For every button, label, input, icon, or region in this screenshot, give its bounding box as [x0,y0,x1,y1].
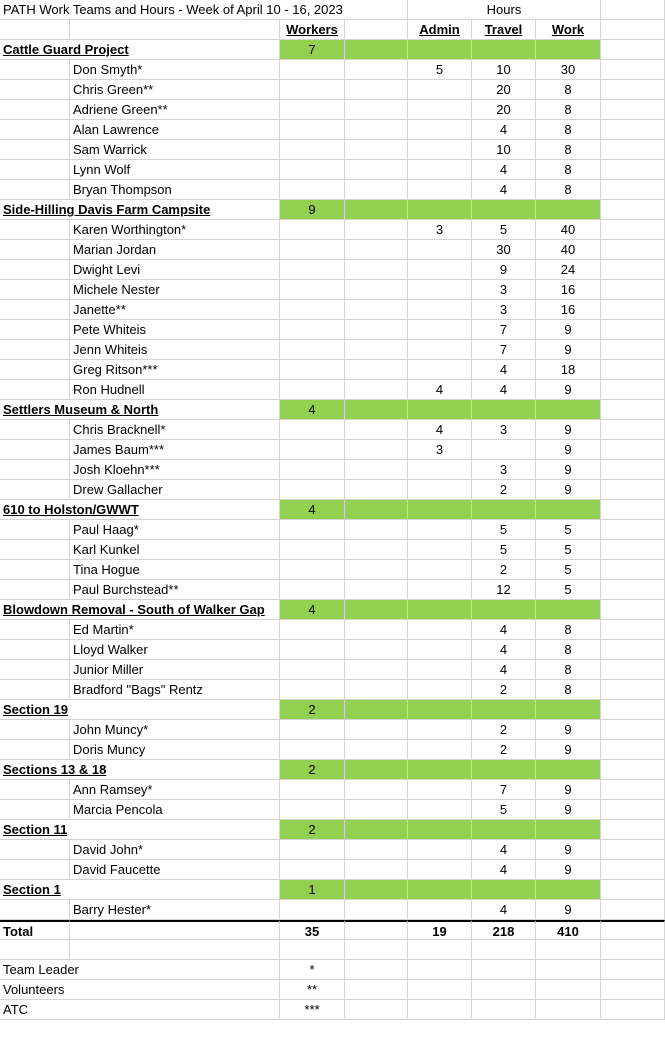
total-admin: 19 [408,920,472,940]
member-row [0,340,665,360]
team-band [345,200,408,220]
member-travel-hours: 5 [472,520,536,540]
member-travel-hours: 30 [472,240,536,260]
team-band [345,600,408,620]
member-work-hours: 9 [536,340,601,360]
team-band [408,700,472,720]
member-admin-hours [408,280,472,300]
member-row [0,280,665,300]
member-row [0,160,665,180]
member-name: David Faucette [70,860,280,880]
team-row [0,600,665,620]
workers-column-header: Workers [280,20,345,40]
member-row [0,720,665,740]
member-admin-hours: 4 [408,420,472,440]
member-travel-hours: 3 [472,280,536,300]
total-label: Total [0,920,70,940]
member-admin-hours [408,140,472,160]
team-row [0,880,665,900]
member-name: Jenn Whiteis [70,340,280,360]
member-row [0,100,665,120]
member-travel-hours: 2 [472,680,536,700]
member-admin-hours [408,340,472,360]
member-name: Paul Burchstead** [70,580,280,600]
member-admin-hours [408,720,472,740]
member-name: Michele Nester [70,280,280,300]
team-band [408,760,472,780]
member-admin-hours [408,740,472,760]
member-row [0,180,665,200]
team-band [408,200,472,220]
member-admin-hours [408,900,472,920]
member-row [0,800,665,820]
member-work-hours: 9 [536,420,601,440]
member-travel-hours: 10 [472,60,536,80]
member-name: Bradford "Bags" Rentz [70,680,280,700]
member-row [0,380,665,400]
team-worker-count: 7 [280,40,345,60]
member-work-hours: 9 [536,800,601,820]
team-row [0,500,665,520]
team-name: 610 to Holston/GWWT [3,502,139,517]
team-worker-count: 9 [280,200,345,220]
member-row [0,620,665,640]
team-band [345,880,408,900]
legend-symbol: ** [280,980,345,1000]
member-travel-hours: 4 [472,660,536,680]
team-band [408,880,472,900]
member-travel-hours: 3 [472,460,536,480]
member-row [0,260,665,280]
team-name: Blowdown Removal - South of Walker Gap [3,602,265,617]
team-band [536,820,601,840]
member-travel-hours: 4 [472,360,536,380]
team-band [536,760,601,780]
member-admin-hours [408,680,472,700]
member-work-hours: 9 [536,380,601,400]
member-name: Chris Bracknell* [70,420,280,440]
member-travel-hours: 9 [472,260,536,280]
team-band [472,400,536,420]
member-row [0,80,665,100]
member-travel-hours: 7 [472,780,536,800]
member-work-hours: 8 [536,660,601,680]
team-band [536,700,601,720]
team-name: Sections 13 & 18 [3,762,107,777]
team-row [0,700,665,720]
team-worker-count: 1 [280,880,345,900]
team-band [345,40,408,60]
member-admin-hours [408,780,472,800]
member-name: Lynn Wolf [70,160,280,180]
member-travel-hours: 5 [472,800,536,820]
team-worker-count: 2 [280,820,345,840]
member-admin-hours [408,520,472,540]
team-band [472,820,536,840]
member-name: Alan Lawrence [70,120,280,140]
member-admin-hours [408,480,472,500]
team-band [536,40,601,60]
team-band [408,500,472,520]
member-row [0,140,665,160]
member-work-hours: 8 [536,620,601,640]
member-row [0,60,665,80]
sheet-title: PATH Work Teams and Hours - Week of April 10 - 16, 2023 [3,2,343,17]
total-travel: 218 [472,920,536,940]
travel-column-header: Travel [472,20,536,40]
member-name: Junior Miller [70,660,280,680]
member-work-hours: 8 [536,120,601,140]
total-work: 410 [536,920,601,940]
team-band [472,880,536,900]
legend [0,960,665,1020]
team-band [472,600,536,620]
column-header-row [0,20,665,40]
total-row [0,920,665,940]
legend-row [0,960,665,980]
member-name: Ed Martin* [70,620,280,640]
team-name: Section 19 [3,702,69,717]
member-work-hours: 9 [536,440,601,460]
member-travel-hours: 4 [472,900,536,920]
member-travel-hours: 7 [472,320,536,340]
member-work-hours: 8 [536,80,601,100]
member-admin-hours [408,360,472,380]
member-work-hours: 9 [536,740,601,760]
member-work-hours: 18 [536,360,601,380]
member-work-hours: 30 [536,60,601,80]
member-travel-hours: 2 [472,560,536,580]
title-row [0,0,665,20]
member-name: Paul Haag* [70,520,280,540]
admin-column-header: Admin [408,20,472,40]
member-work-hours: 8 [536,180,601,200]
member-work-hours: 5 [536,560,601,580]
team-name: Side-Hilling Davis Farm Campsite [3,202,211,217]
member-admin-hours [408,180,472,200]
member-row [0,360,665,380]
legend-row [0,980,665,1000]
legend-label: Team Leader [3,962,79,977]
member-admin-hours: 3 [408,220,472,240]
team-band [345,700,408,720]
team-name: Settlers Museum & North [3,402,159,417]
member-admin-hours [408,160,472,180]
member-work-hours: 9 [536,320,601,340]
member-admin-hours [408,120,472,140]
member-work-hours: 5 [536,580,601,600]
member-name: Janette** [70,300,280,320]
member-row [0,480,665,500]
member-row [0,440,665,460]
team-rows [0,40,665,920]
member-travel-hours: 4 [472,640,536,660]
member-name: Sam Warrick [70,140,280,160]
member-travel-hours: 4 [472,860,536,880]
member-work-hours: 40 [536,240,601,260]
team-row [0,40,665,60]
member-row [0,420,665,440]
team-band [408,40,472,60]
team-band [536,200,601,220]
legend-symbol: * [280,960,345,980]
team-row [0,200,665,220]
member-row [0,660,665,680]
member-travel-hours: 4 [472,380,536,400]
member-row [0,460,665,480]
member-travel-hours: 7 [472,340,536,360]
team-band [536,880,601,900]
member-admin-hours [408,300,472,320]
team-band [536,500,601,520]
team-worker-count: 4 [280,500,345,520]
member-name: Marcia Pencola [70,800,280,820]
team-band [345,500,408,520]
member-row [0,220,665,240]
member-travel-hours [472,440,536,460]
member-name: Lloyd Walker [70,640,280,660]
member-work-hours: 9 [536,860,601,880]
member-admin-hours [408,580,472,600]
member-work-hours: 40 [536,220,601,240]
member-travel-hours: 4 [472,160,536,180]
team-band [472,760,536,780]
member-travel-hours: 20 [472,100,536,120]
member-work-hours: 8 [536,680,601,700]
member-name: John Muncy* [70,720,280,740]
member-travel-hours: 3 [472,420,536,440]
member-work-hours: 5 [536,520,601,540]
legend-row [0,1000,665,1020]
team-row [0,820,665,840]
member-travel-hours: 3 [472,300,536,320]
team-band [345,400,408,420]
team-worker-count: 4 [280,600,345,620]
member-work-hours: 8 [536,640,601,660]
team-band [408,600,472,620]
member-name: Barry Hester* [70,900,280,920]
member-row [0,580,665,600]
team-band [345,820,408,840]
team-row [0,760,665,780]
member-travel-hours: 5 [472,220,536,240]
team-band [536,600,601,620]
member-admin-hours [408,80,472,100]
member-name: James Baum*** [70,440,280,460]
team-band [472,700,536,720]
member-row [0,780,665,800]
member-admin-hours [408,460,472,480]
member-travel-hours: 4 [472,120,536,140]
member-travel-hours: 4 [472,620,536,640]
member-name: Adriene Green** [70,100,280,120]
member-travel-hours: 20 [472,80,536,100]
member-row [0,520,665,540]
member-work-hours: 9 [536,480,601,500]
member-admin-hours [408,640,472,660]
member-row [0,300,665,320]
member-name: Drew Gallacher [70,480,280,500]
member-name: Karl Kunkel [70,540,280,560]
member-name: Tina Hogue [70,560,280,580]
team-band [472,40,536,60]
member-admin-hours [408,320,472,340]
team-name: Cattle Guard Project [3,42,129,57]
member-row [0,900,665,920]
member-admin-hours [408,540,472,560]
member-work-hours: 9 [536,780,601,800]
team-band [536,400,601,420]
member-travel-hours: 2 [472,480,536,500]
team-name: Section 11 [3,822,68,837]
member-work-hours: 16 [536,280,601,300]
member-admin-hours [408,100,472,120]
team-band [472,500,536,520]
blank-row [0,940,665,960]
member-row [0,540,665,560]
member-travel-hours: 4 [472,180,536,200]
member-work-hours: 9 [536,460,601,480]
member-travel-hours: 12 [472,580,536,600]
member-name: Marian Jordan [70,240,280,260]
team-worker-count: 2 [280,760,345,780]
member-work-hours: 5 [536,540,601,560]
member-name: Josh Kloehn*** [70,460,280,480]
member-name: Greg Ritson*** [70,360,280,380]
member-name: Karen Worthington* [70,220,280,240]
work-column-header: Work [536,20,601,40]
member-name: Doris Muncy [70,740,280,760]
member-admin-hours: 4 [408,380,472,400]
member-admin-hours [408,860,472,880]
team-row [0,400,665,420]
team-worker-count: 2 [280,700,345,720]
member-admin-hours [408,560,472,580]
team-name: Section 1 [3,882,61,897]
member-work-hours: 9 [536,840,601,860]
legend-label: Volunteers [3,982,65,997]
member-row [0,120,665,140]
team-band [408,820,472,840]
member-travel-hours: 2 [472,740,536,760]
member-travel-hours: 10 [472,140,536,160]
member-work-hours: 9 [536,720,601,740]
member-admin-hours: 5 [408,60,472,80]
team-band [472,200,536,220]
team-band [345,760,408,780]
member-admin-hours [408,620,472,640]
member-admin-hours [408,260,472,280]
member-work-hours: 9 [536,900,601,920]
member-travel-hours: 5 [472,540,536,560]
member-work-hours: 16 [536,300,601,320]
member-admin-hours [408,800,472,820]
legend-symbol: *** [280,1000,345,1020]
member-work-hours: 8 [536,160,601,180]
team-worker-count: 4 [280,400,345,420]
member-row [0,560,665,580]
member-name: Chris Green** [70,80,280,100]
team-band [408,400,472,420]
member-row [0,320,665,340]
member-row [0,860,665,880]
total-workers: 35 [280,920,345,940]
member-row [0,240,665,260]
member-name: Pete Whiteis [70,320,280,340]
member-admin-hours [408,240,472,260]
member-admin-hours [408,660,472,680]
member-name: Bryan Thompson [70,180,280,200]
member-work-hours: 24 [536,260,601,280]
member-work-hours: 8 [536,140,601,160]
hours-group-header: Hours [486,2,522,17]
member-admin-hours: 3 [408,440,472,460]
member-name: David John* [70,840,280,860]
member-work-hours: 8 [536,100,601,120]
member-row [0,840,665,860]
member-travel-hours: 2 [472,720,536,740]
legend-label: ATC [3,1002,29,1017]
member-row [0,640,665,660]
member-admin-hours [408,840,472,860]
member-travel-hours: 4 [472,840,536,860]
member-name: Dwight Levi [70,260,280,280]
member-name: Don Smyth* [70,60,280,80]
member-name: Ann Ramsey* [70,780,280,800]
member-name: Ron Hudnell [70,380,280,400]
member-row [0,740,665,760]
member-row [0,680,665,700]
